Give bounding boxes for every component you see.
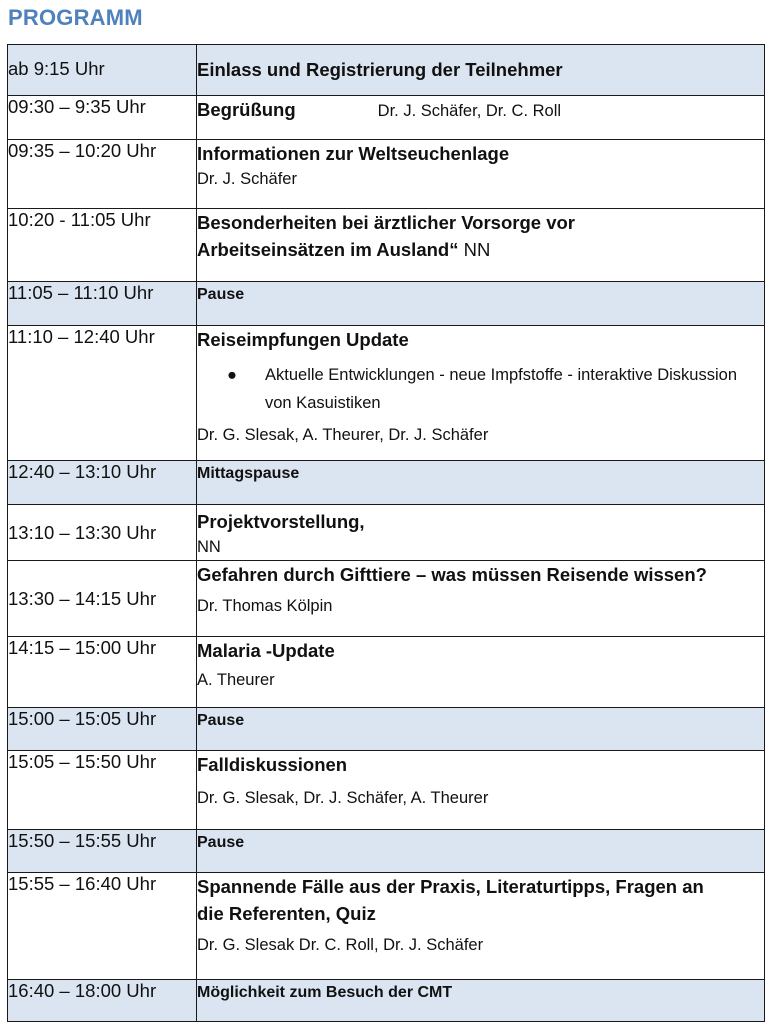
time-cell: 15:05 – 15:50 Uhr [8,751,197,830]
session-cell [197,561,765,637]
time-cell: 13:30 – 14:15 Uhr [8,561,197,637]
session-speaker: Dr. G. Slesak, Dr. J. Schäfer, A. Theurer [197,789,489,807]
session-cell [197,209,765,282]
session-cell [197,282,765,326]
table-row [8,637,765,708]
session-title: Projektvorstellung, [197,511,365,532]
session-title: Mittagspause [197,465,300,482]
session-speaker: NN [197,538,221,556]
table-row [8,561,765,637]
session-cell [197,505,765,561]
table-row [8,830,765,873]
time-cell: 14:15 – 15:00 Uhr [8,637,197,708]
session-cell [197,751,765,830]
session-cell [197,96,765,140]
table-row [8,708,765,751]
session-speaker: A. Theurer [197,671,275,689]
table-row [8,96,765,140]
session-title-line: die Referenten, Quiz [197,903,376,924]
session-cell [197,140,765,209]
session-cell [197,980,765,1022]
session-cell [197,873,765,980]
page-title: PROGRAMM [8,5,143,30]
session-speaker: Dr. J. Schäfer [197,170,297,188]
session-title-line: Arbeitseinsätzen im Ausland“ [197,239,459,260]
session-cell [197,326,765,461]
session-title: Möglichkeit zum Besuch der CMT [197,984,453,1001]
table-row [8,282,765,326]
time-cell: 13:10 – 13:30 Uhr [8,505,197,561]
time-cell: 09:30 – 9:35 Uhr [8,96,197,140]
time-cell: 15:50 – 15:55 Uhr [8,830,197,873]
session-speaker: Dr. J. Schäfer, Dr. C. Roll [377,102,562,120]
bullet-item [227,361,764,417]
session-cell [197,461,765,505]
time-cell: 12:40 – 13:10 Uhr [8,461,197,505]
session-speaker: Dr. Thomas Kölpin [197,597,333,615]
table-row [8,209,765,282]
session-cell [197,45,765,96]
time-cell: 15:00 – 15:05 Uhr [8,708,197,751]
session-title: Pause [197,286,245,303]
session-cell [197,830,765,873]
session-title: Einlass und Registrierung der Teilnehmer [197,59,563,80]
time-cell: 15:55 – 16:40 Uhr [8,873,197,980]
table-row [8,751,765,830]
session-title: Begrüßung [197,99,296,120]
session-title: Malaria -Update [197,640,335,661]
session-title: Pause [197,712,245,729]
table-row [8,326,765,461]
time-cell: 11:10 – 12:40 Uhr [8,326,197,461]
bullet-icon: ● [227,366,237,384]
session-speaker: Dr. G. Slesak, A. Theurer, Dr. J. Schäfer [197,426,489,444]
session-speaker: Dr. G. Slesak Dr. C. Roll, Dr. J. Schäfer [197,936,484,954]
session-title: Falldiskussionen [197,754,348,775]
session-title-line: Besonderheiten bei ärztlicher Vorsorge vor [197,212,575,233]
session-speaker: NN [458,239,491,260]
session-title: Pause [197,834,245,851]
time-cell: ab 9:15 Uhr [8,45,197,96]
session-title: Reiseimpfungen Update [197,329,409,350]
table-row [8,45,765,96]
time-cell: 09:35 – 10:20 Uhr [8,140,197,209]
session-cell [197,708,765,751]
program-table [7,44,765,1022]
session-title: Informationen zur Weltseuchenlage [197,143,510,164]
table-row [8,980,765,1022]
table-row [8,505,765,561]
time-cell: 10:20 - 11:05 Uhr [8,209,197,282]
table-row [8,140,765,209]
table-row [8,873,765,980]
time-cell: 11:05 – 11:10 Uhr [8,282,197,326]
bullet-text: Aktuelle Entwicklungen - neue Impfstoffe - interaktive Diskussion von Kasuistiken [265,366,738,412]
session-title: Gefahren durch Gifttiere – was müssen Reisende wissen? [197,564,707,585]
time-cell: 16:40 – 18:00 Uhr [8,980,197,1022]
session-title-line: Spannende Fälle aus der Praxis, Literaturtipps, Fragen an [197,876,704,897]
table-row [8,461,765,505]
session-cell [197,637,765,708]
